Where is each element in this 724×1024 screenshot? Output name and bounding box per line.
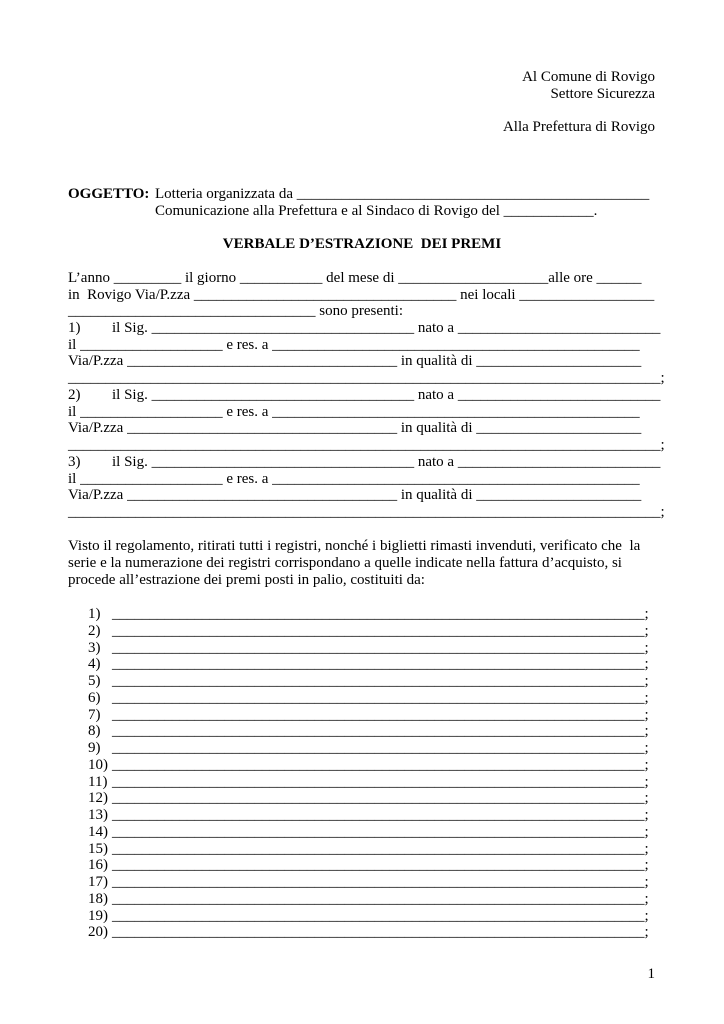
person-number: 3) [68,454,81,470]
person-number: 1) [68,320,81,336]
prize-number: 12) [88,790,108,806]
prize-number: 7) [88,707,101,723]
person-line: _______________________________________________________________________________; [68,504,665,520]
prize-number: 19) [88,908,108,924]
paragraph-line-2: serie e la numerazione dei registri corrispondano a quelle indicate nella fattura d’acquisto, si [68,555,622,571]
person-line: il Sig. ___________________________________ nato a ___________________________ [112,387,661,403]
prize-blank-line: _______________________________________________________________________; [112,723,649,739]
recipient-comune: Al Comune di Rovigo [522,69,655,85]
prize-number: 15) [88,841,108,857]
page-number: 1 [647,966,655,982]
prize-blank-line: _______________________________________________________________________; [112,824,649,840]
person-line: Via/P.zza ____________________________________ in qualità di ______________________ [68,487,642,503]
intro-line-3: _________________________________ sono presenti: [68,303,403,319]
prize-number: 3) [88,640,101,656]
prize-blank-line: _______________________________________________________________________; [112,908,649,924]
subject-line-1: Lotteria organizzata da _______________________________________________ [155,186,650,202]
recipient-prefettura: Alla Prefettura di Rovigo [502,119,655,135]
prize-blank-line: _______________________________________________________________________; [112,656,649,672]
prize-number: 9) [88,740,101,756]
prize-blank-line: _______________________________________________________________________; [112,606,649,622]
person-line: il ___________________ e res. a _________________________________________________ [68,404,640,420]
prize-blank-line: _______________________________________________________________________; [112,673,649,689]
person-number: 2) [68,387,81,403]
prize-blank-line: _______________________________________________________________________; [112,924,649,940]
subject-label: OGGETTO: [68,186,150,202]
prize-number: 14) [88,824,108,840]
person-line: il ___________________ e res. a _________________________________________________ [68,471,640,487]
prize-number: 8) [88,723,101,739]
person-line: _______________________________________________________________________________; [68,370,665,386]
prize-blank-line: _______________________________________________________________________; [112,707,649,723]
prize-number: 4) [88,656,101,672]
person-line: _______________________________________________________________________________; [68,437,665,453]
prize-number: 6) [88,690,101,706]
prize-blank-line: _______________________________________________________________________; [112,757,649,773]
intro-line-2: in Rovigo Via/P.zza ___________________________________ nei locali __________________ [68,287,655,303]
prize-blank-line: _______________________________________________________________________; [112,807,649,823]
prize-number: 2) [88,623,101,639]
prize-blank-line: _______________________________________________________________________; [112,690,649,706]
prize-number: 1) [88,606,101,622]
prize-blank-line: _______________________________________________________________________; [112,640,649,656]
paragraph-line-1: Visto il regolamento, ritirati tutti i registri, nonché i biglietti rimasti invenduti, verificato che la [68,538,641,554]
prize-blank-line: _______________________________________________________________________; [112,891,649,907]
prize-blank-line: _______________________________________________________________________; [112,740,649,756]
prize-number: 20) [88,924,108,940]
prize-number: 18) [88,891,108,907]
subject-line-2: Comunicazione alla Prefettura e al Sindaco di Rovigo del ____________. [155,203,598,219]
prize-blank-line: _______________________________________________________________________; [112,790,649,806]
prize-number: 16) [88,857,108,873]
prize-blank-line: _______________________________________________________________________; [112,774,649,790]
person-line: Via/P.zza ____________________________________ in qualità di ______________________ [68,420,642,436]
person-line: il Sig. ___________________________________ nato a ___________________________ [112,320,661,336]
prize-number: 10) [88,757,108,773]
prize-blank-line: _______________________________________________________________________; [112,623,649,639]
prize-number: 5) [88,673,101,689]
person-line: il Sig. ___________________________________ nato a ___________________________ [112,454,661,470]
person-line: Via/P.zza ____________________________________ in qualità di ______________________ [68,353,642,369]
paragraph-line-3: procede all’estrazione dei premi posti in palio, costituiti da: [68,572,425,588]
person-line: il ___________________ e res. a _________________________________________________ [68,337,640,353]
prize-number: 13) [88,807,108,823]
prize-blank-line: _______________________________________________________________________; [112,857,649,873]
recipient-settore: Settore Sicurezza [550,86,655,102]
document-title: VERBALE D’ESTRAZIONE DEI PREMI [222,236,502,252]
prize-blank-line: _______________________________________________________________________; [112,874,649,890]
prize-blank-line: _______________________________________________________________________; [112,841,649,857]
intro-line-1: L’anno _________ il giorno ___________ del mese di ____________________alle ore ______ [68,270,642,286]
prize-number: 17) [88,874,108,890]
prize-number: 11) [88,774,108,790]
